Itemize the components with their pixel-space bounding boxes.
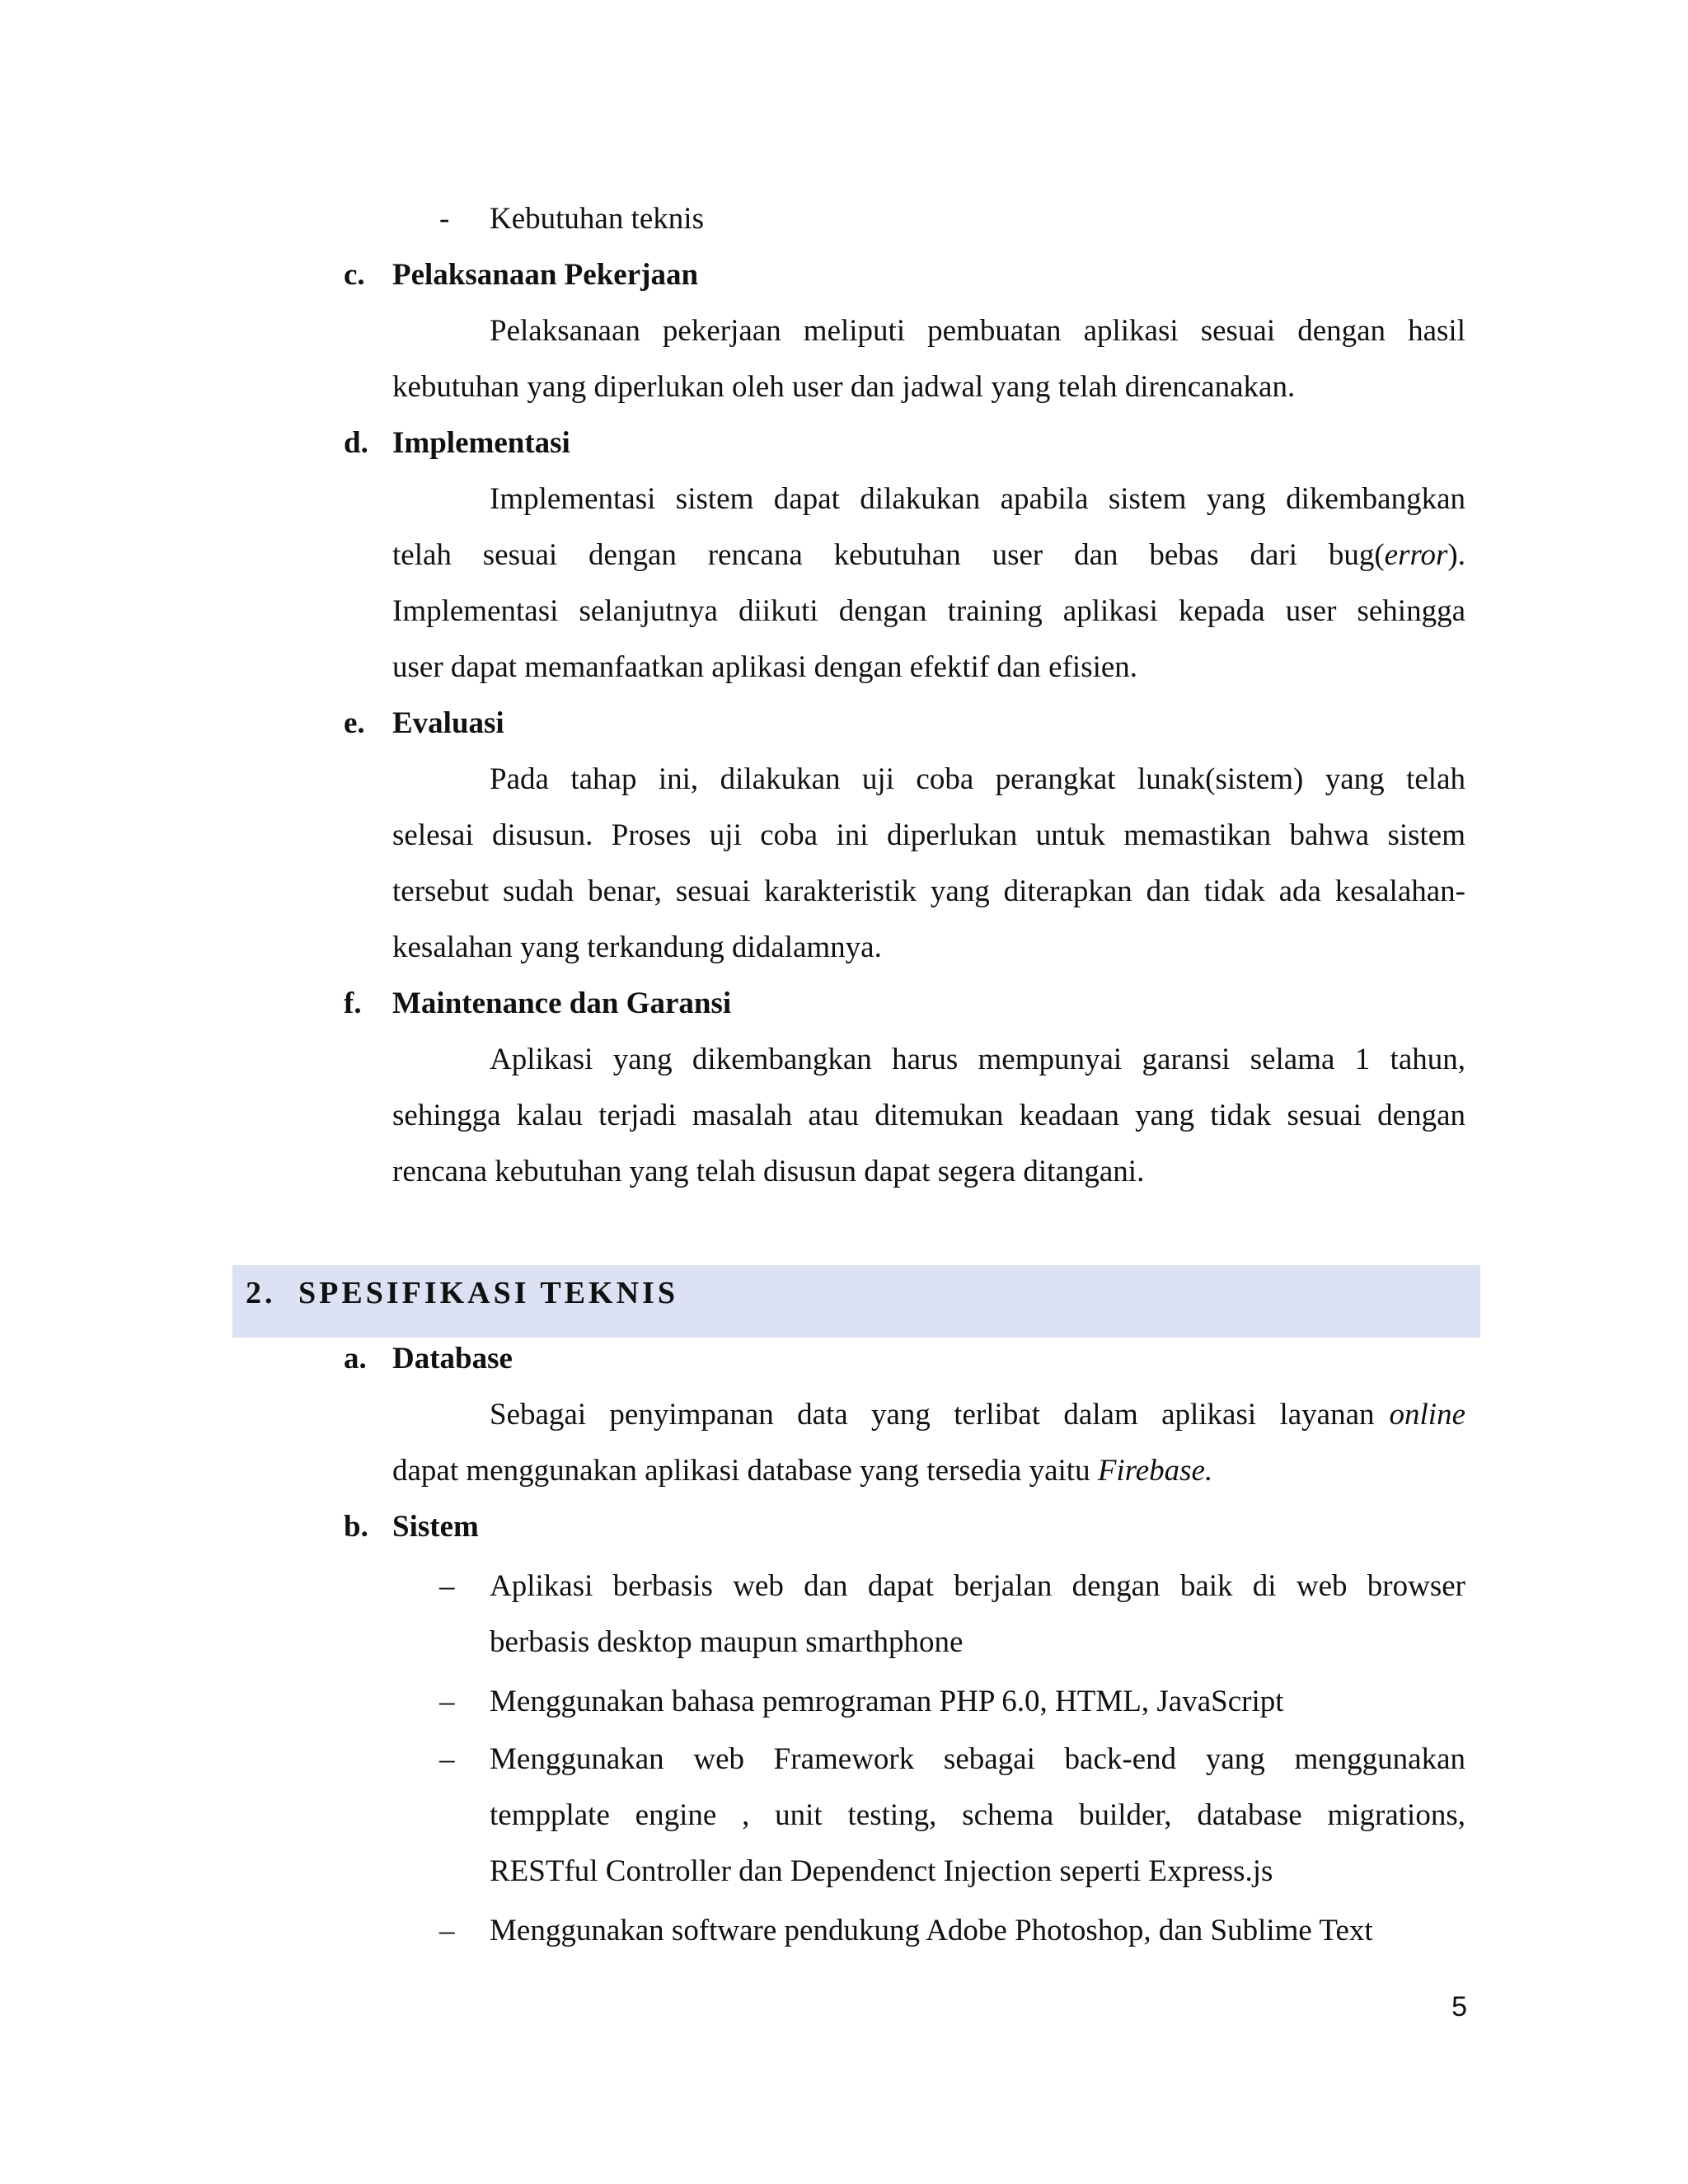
- paragraph-line: kebutuhan yang diperlukan oleh user dan jadwal yang telah direncanakan.: [392, 370, 1296, 404]
- item-heading-c: Pelaksanaan Pekerjaan: [392, 258, 699, 292]
- dash-bullet: –: [439, 1914, 455, 1947]
- paragraph-line: [392, 540, 1465, 570]
- list-item-line: berbasis desktop maupun smarthphone: [490, 1625, 964, 1659]
- subitem-marker-b: b.: [344, 1510, 368, 1544]
- item-marker-e: e.: [344, 706, 365, 740]
- paragraph-line: Implementasi selanjutnya diikuti dengan training aplikasi kepada user sehingga: [392, 594, 1465, 628]
- paragraph-line: Pada tahap ini, dilakukan uji coba perangkat lunak(sistem) yang telah: [490, 762, 1465, 796]
- section-heading: [246, 1277, 678, 1309]
- dash-bullet: –: [439, 1742, 455, 1776]
- paragraph-text: Sebagai penyimpanan data yang terlibat dalam aplikasi layanan: [490, 1398, 1375, 1432]
- list-item-line: Menggunakan web Framework sebagai back-end yang menggunakan: [490, 1742, 1465, 1776]
- paragraph-line: [392, 1455, 1212, 1486]
- subitem-heading-database: Database: [392, 1342, 513, 1376]
- section-number: 2.: [246, 1276, 276, 1310]
- italic-term: online: [1389, 1398, 1465, 1432]
- paragraph-line: kesalahan yang terkandung didalamnya.: [392, 930, 882, 964]
- paragraph-line: rencana kebutuhan yang telah disusun dapat segera ditangani.: [392, 1155, 1145, 1188]
- item-marker-c: c.: [344, 258, 365, 292]
- subitem-heading-sistem: Sistem: [392, 1510, 479, 1544]
- page-number: 5: [1451, 1991, 1467, 2022]
- paragraph-line: Aplikasi yang dikembangkan harus mempunyai garansi selama 1 tahun,: [490, 1043, 1465, 1076]
- list-item-line: RESTful Controller dan Dependenct Injection seperti Express.js: [490, 1854, 1273, 1888]
- item-heading-d: Implementasi: [392, 426, 570, 460]
- paragraph-text: dapat menggunakan aplikasi database yang tersedia yaitu: [392, 1454, 1090, 1488]
- paragraph-line: [490, 1399, 1465, 1430]
- item-heading-f: Maintenance dan Garansi: [392, 987, 732, 1020]
- top-bullet-text: Kebutuhan teknis: [490, 202, 704, 236]
- dash-bullet: -: [439, 202, 450, 236]
- subitem-marker-a: a.: [344, 1342, 367, 1376]
- paragraph-line: Implementasi sistem dapat dilakukan apabila sistem yang dikembangkan: [490, 482, 1465, 516]
- paragraph-text: ).: [1447, 538, 1465, 572]
- paragraph-line: user dapat memanfaatkan aplikasi dengan efektif dan efisien.: [392, 650, 1138, 684]
- list-item-line: Aplikasi berbasis web dan dapat berjalan dengan baik di web browser: [490, 1569, 1465, 1603]
- paragraph-line: Pelaksanaan pekerjaan meliputi pembuatan aplikasi sesuai dengan hasil: [490, 314, 1465, 348]
- list-item-line: Menggunakan bahasa pemrograman PHP 6.0, HTML, JavaScript: [490, 1685, 1284, 1718]
- italic-term: Firebase.: [1097, 1454, 1213, 1488]
- item-marker-f: f.: [344, 987, 362, 1020]
- paragraph-text: telah sesuai dengan rencana kebutuhan user dan bebas dari bug(: [392, 538, 1385, 572]
- italic-term: error: [1384, 538, 1448, 572]
- paragraph-line: tersebut sudah benar, sesuai karakteristik yang diterapkan dan tidak ada kesalahan-: [392, 874, 1465, 908]
- list-item-line: Menggunakan software pendukung Adobe Photoshop, dan Sublime Text: [490, 1914, 1373, 1947]
- paragraph-line: sehingga kalau terjadi masalah atau ditemukan keadaan yang tidak sesuai dengan: [392, 1099, 1465, 1132]
- item-heading-e: Evaluasi: [392, 706, 504, 740]
- section-title: SPESIFIKASI TEKNIS: [298, 1276, 678, 1310]
- paragraph-line: selesai disusun. Proses uji coba ini diperlukan untuk memastikan bahwa sistem: [392, 818, 1465, 852]
- item-marker-d: d.: [344, 426, 368, 460]
- dash-bullet: –: [439, 1685, 455, 1718]
- list-item-line: tempplate engine , unit testing, schema builder, database migrations,: [490, 1798, 1465, 1832]
- dash-bullet: –: [439, 1569, 455, 1603]
